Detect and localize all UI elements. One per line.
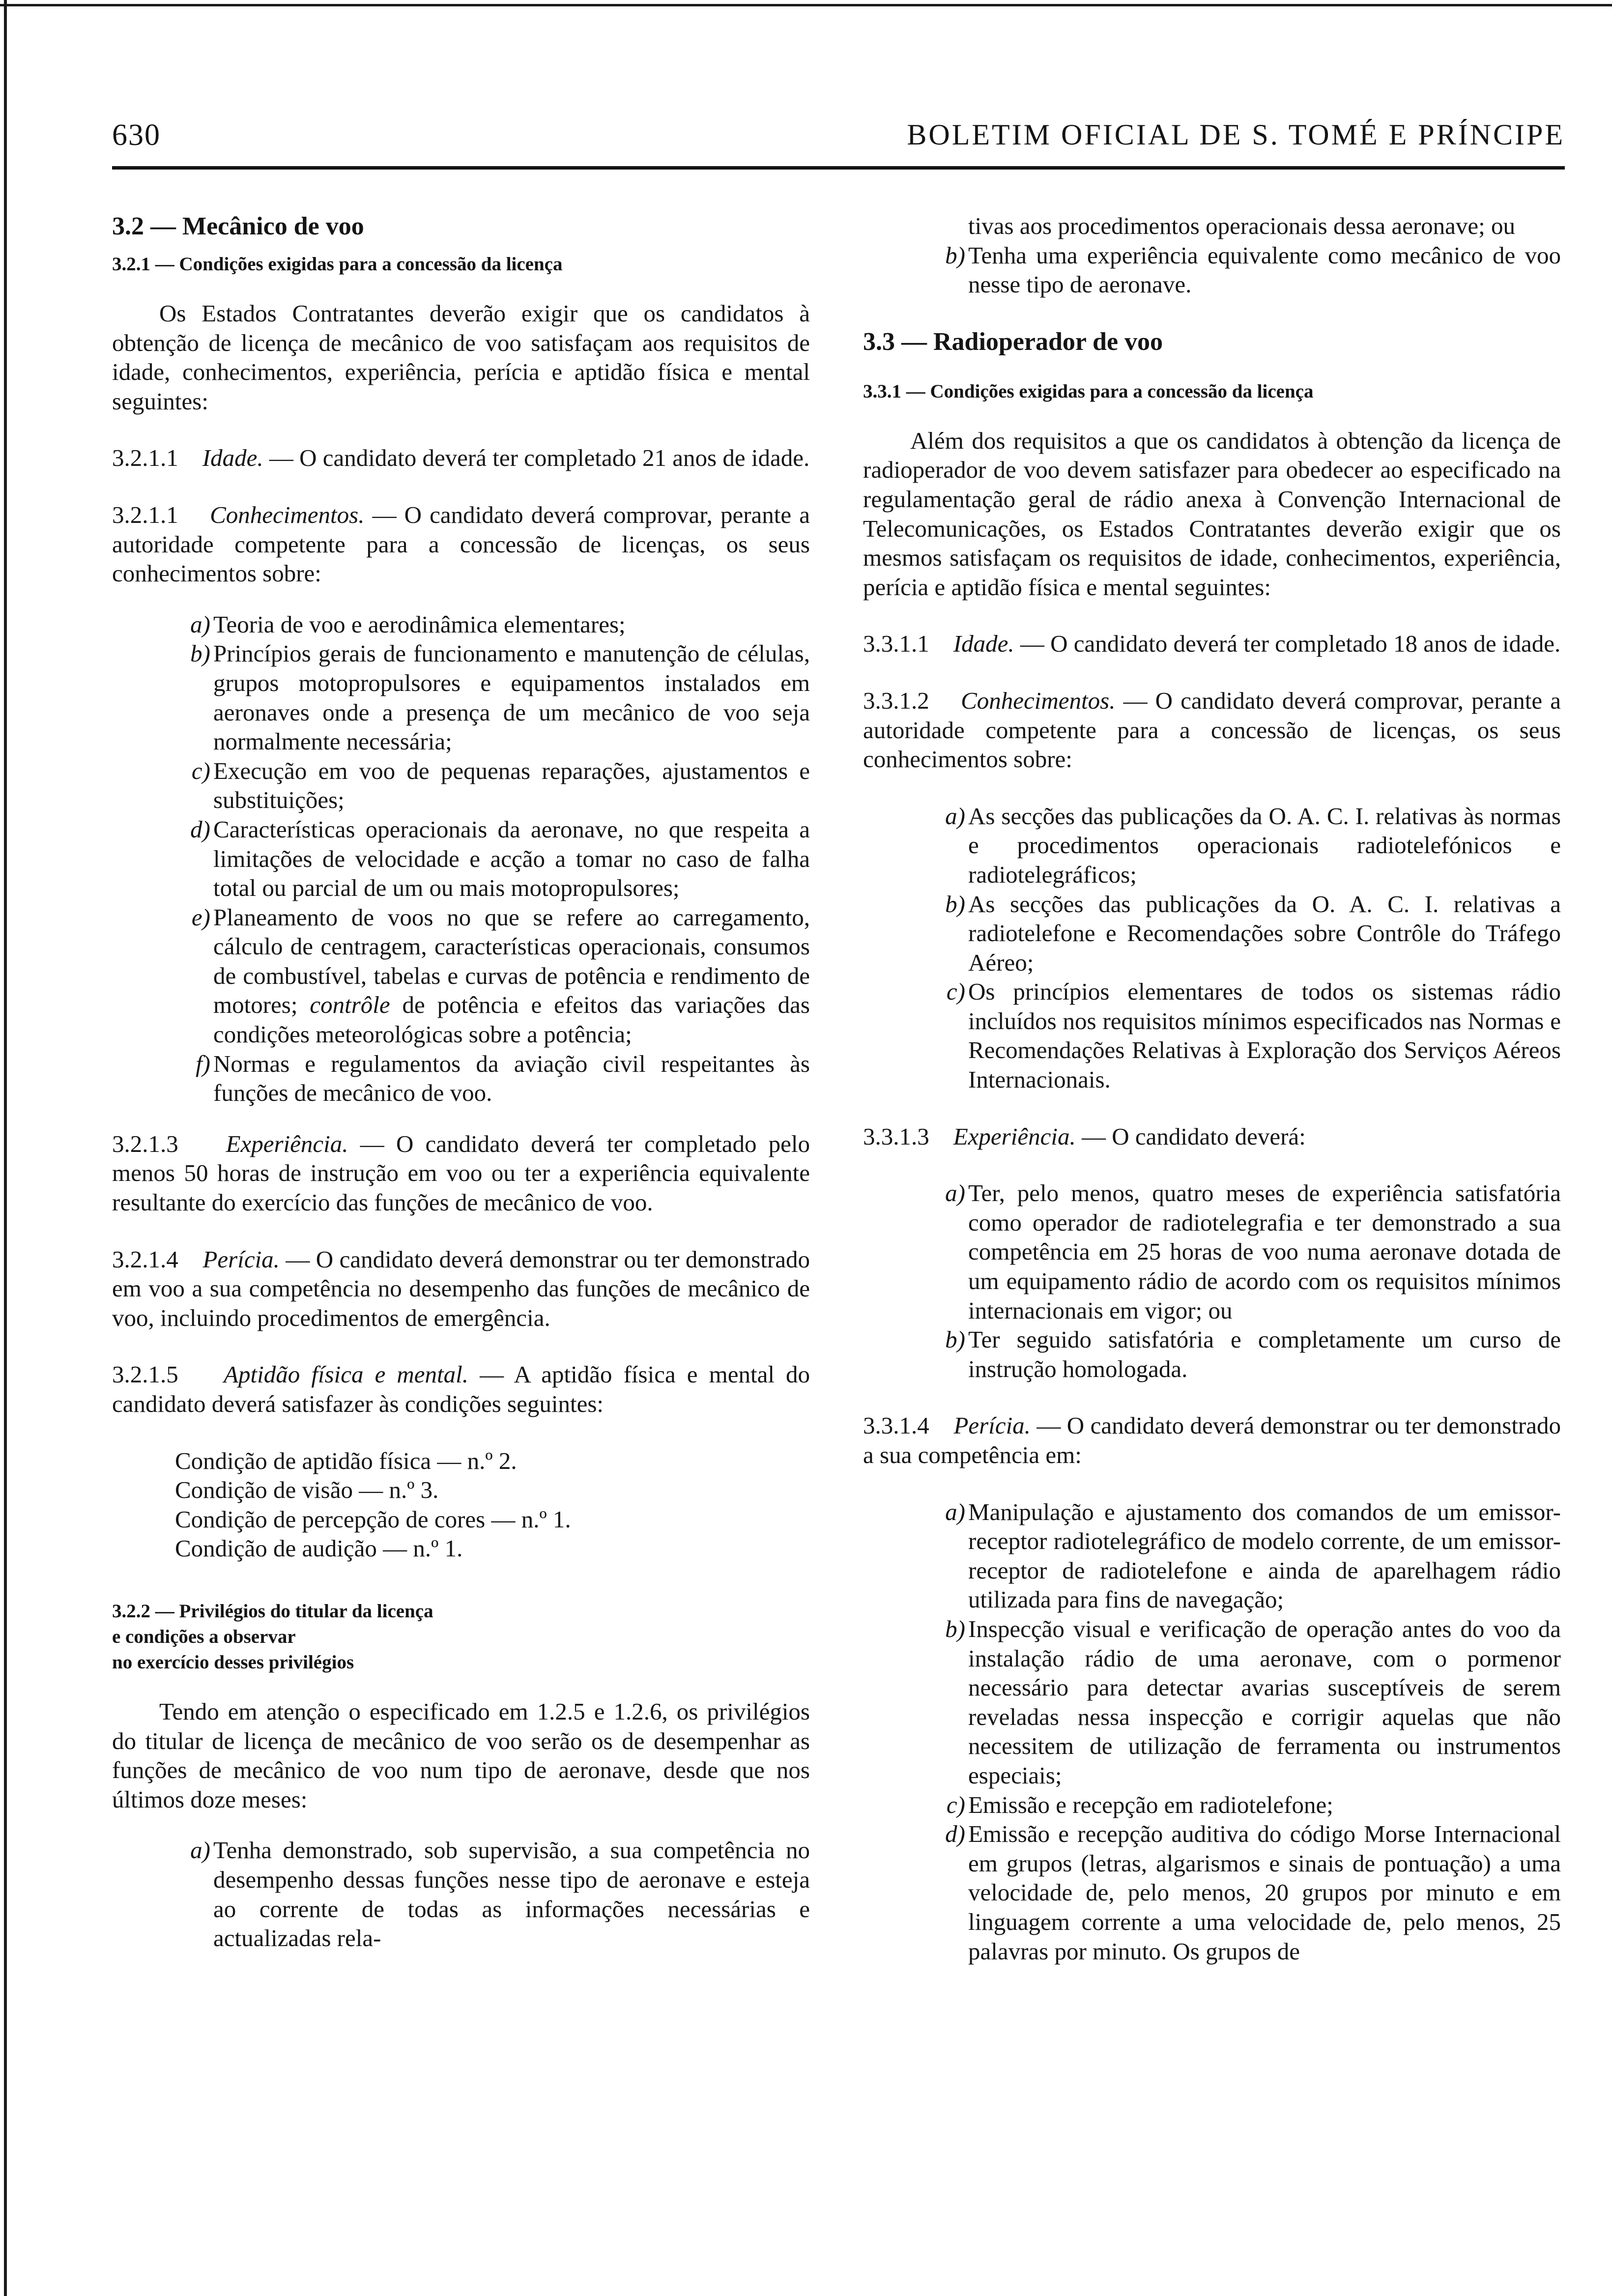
clause-text: — O candidato deverá demonstrar ou ter demonstrado a sua competência em: — [863, 1412, 1561, 1468]
clause-title: Idade. — [953, 630, 1014, 658]
section-heading-3-3: 3.3 — Radioperador de voo — [863, 327, 1163, 356]
subsection-heading-3-2-1: 3.2.1 — Condições exigidas para a concessão da licença — [112, 254, 563, 275]
clause-number: 3.3.1.4 — [863, 1412, 929, 1439]
right-column — [863, 211, 1561, 1966]
paragraph-pericia — [112, 1245, 810, 1333]
page-border-left — [4, 0, 7, 2296]
list-item: b) Tenha uma experiência equivalente como mecânico de voo nesse tipo de aeronave. — [945, 241, 1561, 298]
clause-text: — A aptidão física e mental do candidato deverá satisfazer às condições seguintes: — [112, 1361, 810, 1417]
list-item: d) Emissão e recepção auditiva do código Morse Internacional em grupos (letras, algarismos e sinais de pontuação) a uma velocidade de, pelo menos, 20 grupos por minuto e em linguagem corrente a uma velocidade de, pelo menos, 25 palavras por minuto. Os grupos de — [945, 1820, 1561, 1965]
paragraph-conhecimentos — [863, 686, 1561, 774]
list-item: c) Os princípios elementares de todos os sistemas rádio incluídos nos requisitos mínimos especificados nas Normas e Recomendações Relativas à Exploração dos Serviços Aéreos Internacionais. — [946, 978, 1561, 1093]
list-item: c) Emissão e recepção em radiotelefone; — [946, 1791, 1333, 1818]
conditions-list — [175, 1446, 810, 1563]
header-rule — [112, 166, 1565, 170]
page-border-top — [0, 4, 1612, 6]
paragraph-experiencia — [112, 1129, 810, 1217]
clause-number: 3.2.1.5 — [112, 1361, 178, 1388]
list-item: f) Normas e regulamentos da aviação civil respeitantes às funções de mecânico de voo. — [196, 1050, 810, 1107]
clause-number: 3.3.1.1 — [863, 630, 929, 658]
clause-text: — O candidato deverá ter completado 18 anos de idade. — [1020, 630, 1561, 658]
clause-text: — O candidato deverá ter completado 21 anos de idade. — [269, 444, 810, 472]
list-item: d) Características operacionais da aeronave, no que respeita a limitações de velocidade e acção a tomar no caso de falha total ou parcial de um ou mais motopropulsores; — [190, 815, 810, 902]
clause-number: 3.2.1.1 — [112, 501, 178, 528]
list-item: a) Teoria de voo e aerodinâmica elementares; — [190, 610, 626, 638]
knowledge-list — [171, 610, 810, 1108]
page-number: 630 — [112, 118, 161, 152]
clause-title: Conhecimentos. — [210, 501, 365, 528]
list-item: b) Ter seguido satisfatória e completamente um curso de instrução homologada. — [945, 1326, 1561, 1382]
subsection-heading-3-2-2-line3: no exercício desses privilégios — [112, 1651, 354, 1673]
clause-text: — O candidato deverá demonstrar ou ter demonstrado em voo a sua competência no desempenho das funções de mecânico de voo, incluindo procedimentos de emergência. — [112, 1245, 810, 1331]
clause-title: Perícia. — [202, 1245, 280, 1273]
list-item: tivas aos procedimentos operacionais dessa aeronave; ou — [968, 212, 1516, 239]
paragraph-idade — [112, 443, 810, 473]
knowledge-list — [926, 802, 1561, 1094]
clause-number: 3.2.1.1 — [112, 444, 178, 472]
list-item: a) As secções das publicações da O. A. C. I. relativas às normas e procedimentos operacionais radiotelefónicos e radiotelegráficos; — [945, 802, 1561, 888]
skill-list — [926, 1497, 1561, 1966]
clause-text: — O candidato deverá comprovar, perante a autoridade competente para a concessão de licenças, os seus conhecimentos sobre: — [863, 687, 1561, 773]
privileges-list-continued — [926, 211, 1561, 299]
list-item: c) Execução em voo de pequenas reparações, ajustamentos e substituições; — [191, 757, 810, 814]
clause-number: 3.2.1.3 — [112, 1130, 178, 1157]
list-item: Condição de aptidão física — n.º 2. — [175, 1447, 517, 1474]
clause-number: 3.3.1.2 — [863, 687, 929, 714]
paragraph-privilegios: Tendo em atenção o especificado em 1.2.5 e 1.2.6, os privilégios do titular de licença de mecânico de voo serão os de desempenhar as funções de mecânico de voo num tipo de aeronave, desde que nos últimos doze meses: — [112, 1697, 810, 1813]
left-column — [112, 211, 810, 1953]
paragraph-idade — [863, 629, 1561, 659]
subsection-heading-3-2-2-line2: e condições a observar — [112, 1626, 296, 1647]
running-title: BOLETIM OFICIAL DE S. TOMÉ E PRÍNCIPE — [907, 118, 1565, 151]
page-header — [112, 118, 1565, 162]
subsection-heading-3-2-2-line1: 3.2.2 — Privilégios do titular da licença — [112, 1600, 433, 1622]
clause-text: — O candidato deverá ter completado pelo menos 50 horas de instrução em voo ou ter a experiência equivalente resultante do exercício das funções de mecânico de voo. — [112, 1130, 810, 1216]
clause-title: Aptidão física e mental. — [224, 1361, 469, 1388]
list-item: Condição de audição — n.º 1. — [175, 1535, 463, 1562]
list-item: Condição de percepção de cores — n.º 1. — [175, 1505, 571, 1533]
clause-title: Perícia. — [953, 1412, 1031, 1439]
subsection-heading-3-3-1: 3.3.1 — Condições exigidas para a concessão da licença — [863, 380, 1314, 402]
list-item: a) Manipulação e ajustamento dos comandos de um emissor-receptor radiotelegráfico de modelo corrente, de um emissor-receptor de radiotelefone e ainda de aparelhagem rádio utilizada para fins de navegação; — [945, 1498, 1561, 1613]
clause-text: — O candidato deverá comprovar, perante a autoridade competente para a concessão de licenças, os seus conhecimentos sobre: — [112, 501, 810, 587]
paragraph-conhecimentos — [112, 500, 810, 588]
clause-title: Experiência. — [953, 1122, 1076, 1150]
privileges-list — [171, 1836, 810, 1952]
list-item: e) Planeamento de voos no que se refere ao carregamento, cálculo de centragem, características operacionais, consumos de combustível, tabelas e curvas de potência e rendimento de motores; contrôle de potência e efeitos das variações das condições meteorológicas sobre a potência; — [191, 903, 810, 1048]
clause-number: 3.3.1.3 — [863, 1122, 929, 1150]
list-item: a) Ter, pelo menos, quatro meses de experiência satisfatória como operador de radiotelegrafia e ter demonstrado a sua competência em 25 horas de voo numa aeronave dotada de um equipamento rádio de acordo com os requisitos mínimos internacionais em vigor; ou — [945, 1179, 1561, 1324]
list-item: b) As secções das publicações da O. A. C. I. relativas a radiotelefone e Recomendações sobre Contrôle do Tráfego Aéreo; — [945, 890, 1561, 976]
list-item: a) Tenha demonstrado, sob supervisão, a sua competência no desempenho dessas funções nesse tipo de aeronave e esteja ao corrente de todas as informações necessárias e actualizadas rela- — [190, 1837, 810, 1952]
clause-text: — O candidato deverá: — [1081, 1122, 1306, 1150]
section-heading-3-2: 3.2 — Mecânico de voo — [112, 212, 364, 240]
paragraph-intro-radio: Além dos requisitos a que os candidatos à obtenção da licença de radioperador de voo devem satisfazer para obedecer ao especificado na regulamentação geral de rádio anexa à Convenção Internacional de Telecomunicações, os Estados Contratantes deverão exigir que os mesmos satisfaçam os requisitos de idade, conhecimentos, experiência, perícia e aptidão física e mental seguintes: — [863, 427, 1561, 601]
paragraph-experiencia — [863, 1122, 1561, 1151]
paragraph-pericia — [863, 1411, 1561, 1469]
clause-number: 3.2.1.4 — [112, 1245, 178, 1273]
clause-title: Conhecimentos. — [961, 687, 1116, 714]
list-item: b) Princípios gerais de funcionamento e manutenção de células, grupos motopropulsores e equipamentos instalados em aeronaves onde a presença de um mecânico de voo seja normalmente necessária; — [190, 640, 810, 755]
experience-list — [926, 1178, 1561, 1383]
list-item: Condição de visão — n.º 3. — [175, 1476, 439, 1504]
paragraph-aptidao — [112, 1360, 810, 1418]
paragraph-intro-mechanic: Os Estados Contratantes deverão exigir que os candidatos à obtenção de licença de mecânico de voo satisfaçam aos requisitos de idade, conhecimentos, experiência, perícia e aptidão física e mental seguintes: — [112, 300, 810, 415]
clause-title: Idade. — [202, 444, 263, 472]
list-item: b) Inspecção visual e verificação de operação antes do voo da instalação rádio de uma aeronave, com o pormenor necessário para detectar avarias susceptíveis de serem reveladas nessa inspecção e corrigir aquelas que não necessitem de utilização de ferramenta ou instrumentos especiais; — [945, 1615, 1561, 1789]
clause-title: Experiência. — [226, 1130, 348, 1157]
